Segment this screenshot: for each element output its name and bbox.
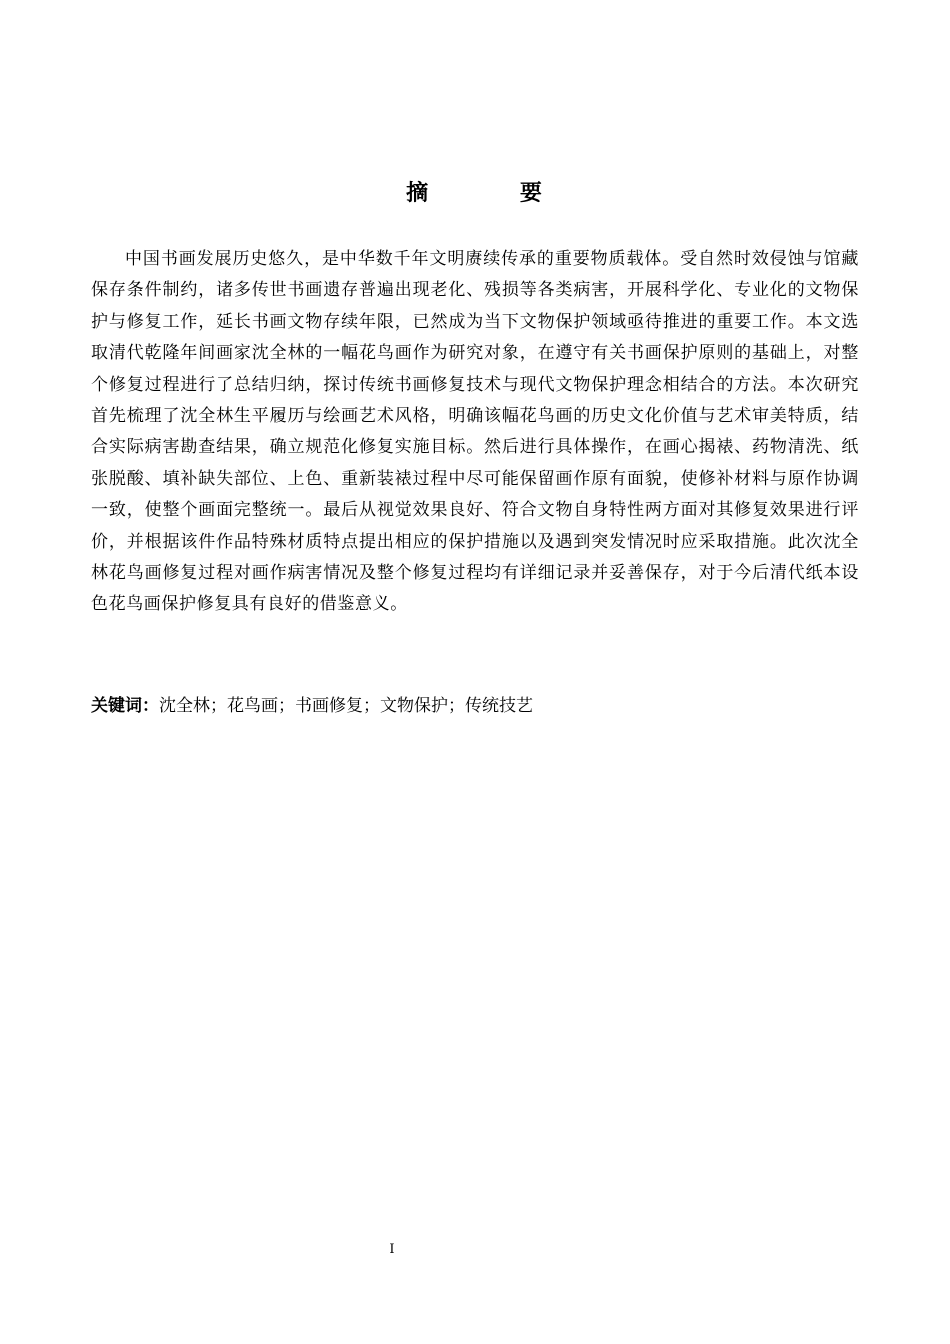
page-number: I	[389, 1242, 395, 1257]
keywords-label: 关键词：	[91, 696, 159, 716]
abstract-title: 摘 要	[406, 181, 584, 206]
abstract-body: 中国书画发展历史悠久，是中华数千年文明赓续传承的重要物质载体。受自然时效侵蚀与馆藏保存条件制约，诸多传世书画遗存普遍出现老化、残损等各类病害，开展科学化、专业化的文物保护与修复工作，延长书画文物存续年限，已然成为当下文物保护领域亟待推进的重要工作。本文选取清代乾隆年间画家沈全林的一幅花鸟画作为研究对象，在遵守有关书画保护原则的基础上，对整个修复过程进行了总结归纳，探讨传统书画修复技术与现代文物保护理念相结合的方法。本次研究首先梳理了沈全林生平履历与绘画艺术风格，明确该幅花鸟画的历史文化价值与艺术审美特质，结合实际病害勘查结果，确立规范化修复实施目标。然后进行具体操作，在画心揭裱、药物清洗、纸张脱酸、填补缺失部位、上色、重新装裱过程中尽可能保留画作原有面貌，使修补材料与原作协调一致，使整个画面完整统一。最后从视觉效果良好、符合文物自身特性两方面对其修复效果进行评价，并根据该件作品特殊材质特点提出相应的保护措施以及遇到突发情况时应采取措施。此次沈全林花鸟画修复过程对画作病害情况及整个修复过程均有详细记录并妥善保存，对于今后清代纸本设色花鸟画保护修复具有良好的借鉴意义。	[91, 249, 859, 615]
keywords-line	[91, 691, 859, 721]
keywords-list: 沈全林；花鸟画；书画修复；文物保护；传统技艺	[159, 696, 533, 716]
